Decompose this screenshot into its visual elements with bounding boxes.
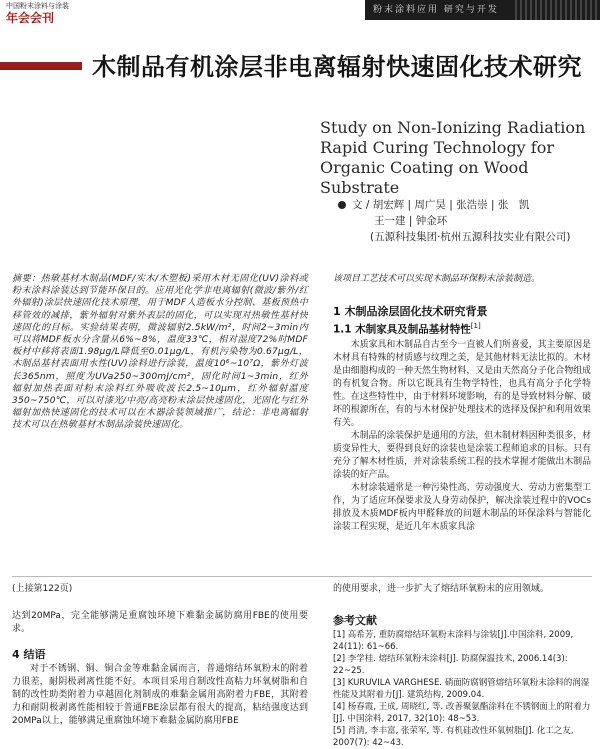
title-row [0,44,600,92]
references-title: 参考文献 [333,614,377,627]
citation-ref: [1] [470,322,481,330]
author-names-1: 文 / 胡宏辉 | 周广昊 | 张浩崇 | 张 凯 [352,199,530,211]
right-column [333,273,591,534]
publication-issue: 年会会刊 [6,11,55,25]
reference-item: [5] 肖清, 李丰富, 张荣军, 等. 有机硅改性环氧树脂[J]. 化工之友, 2007(7): 42~43. [333,726,574,748]
author-names-2: 王一建 | 钟金环 [374,215,448,227]
bottom-left-column [12,583,308,728]
reference-item: [4] 杨春霞, 王成, 周晓红, 等. 改善聚氨酯涂料在不锈钢面上的附着力[J]. 中国涂料, 2017, 32(10): 48~53. [333,702,591,724]
section-1-title: 1 木制品涂层固化技术研究背景 [333,305,488,318]
author-line-1 [338,197,593,213]
publication-tag [6,2,90,25]
abstract-continuation: 该项目工艺技术可以实现木制品环保粉末涂装制造。 [333,274,541,284]
section-divider [12,576,592,577]
author-affiliation: (五源科技集团·杭州五源科技实业有限公司) [370,231,571,243]
body-paragraph: 的使用要求，进一步扩大了熔结环氧粉末的应用领域。 [333,584,550,594]
body-paragraph: 木质家具和木制品自古至今一直被人们所喜爱，其主要原因是木材具有特殊的材质感与纹理之美，是其他材料无法比拟的。木材是由细胞构成的一种天然生物材料，又是由天然高分子化合物组成的有机复合物。所以它既具有生物学特性，也具有高分子化学特性。在这些特性中，由于材料环境影响，有的是导致材料分解、破坏的根源所在，有的与木材保护处理技术的选择及保护和利用效果有关。 [333,339,591,428]
reference-item: [2] 李学桂. 熔结环氧粉末涂料[J]. 防腐保温技术, 2006.14(3): 22~25. [333,654,568,676]
body-paragraph: 木材涂装通常是一种污染性高、劳动强度大、劳动力密集型工作，为了适应环保要求及人身劳动保护，解决涂装过程中的VOCs排放及木质MDF板内甲醛释放的问题木制品的环保涂料与智能化涂装工程实现，是近几年木质家具涂 [333,482,591,532]
reference-item: [1] 高希芳, 重防腐熔结环氧粉末涂料与涂装[J].中国涂料, 2009, 24(11): 61~66. [333,630,574,652]
banner-text: 粉末涂料应用 研究与开发 [373,5,499,15]
section-banner [365,0,600,20]
article-title-english: Study on Non-Ionizing Radiation Rapid Curing Technology for Organic Coating on Wood Substrate [320,118,586,197]
author-block [338,197,593,245]
article-title-chinese: 木制品有机涂层非电离辐射快速固化技术研究 [92,53,582,81]
section-4-title: 4 结语 [12,648,46,661]
abstract: 摘要：热敏基材木制品(MDF/实木/木塑板)采用木材无固化(UV)涂料或粉末涂料涂装达到节能环保目的。应用光化学非电离辐射(微波/紫外/红外辐射)涂层快速固化技术原理，用于MDF人造板水分控制、基板预热中移管效的减排，紫外辐射对紫外表层的固化，可以实现对热敏性基材快速固化的目标。实验结果表明，微波辐射2.5kW/m²，时间2~3min内可以将MDF板水分含量从6%~8%，温度33℃，相对湿度72%时MDF板材中移将表面1.98μg/L降低至0.01μg/L，有机污染物为0.67μg/L，木制品基材表面用水性(UV)涂料进行涂装，温度10⁶~10⁷Ω，紫外灯波长365nm，照度为UVa250~300mJ/cm²，固化时间1~3min，红外辐射加热表面对粉末涂料红外吸收波长2.5~10μm，红外辐射温度350~750℃，可以对漆光/中亮/高亮粉末涂层快速固化，光固化与红外辐射加热快速固化的技术可以在木器涂装领域推广，结论：非电离辐射技术可以在热敏基材木制品涂装快速固化。 [12,274,308,431]
subsection-title-text: 1.1 木制家具及制品基材特性 [333,323,471,336]
body-paragraph: 木制品的涂装保护是通用的方法，但木制材料因种类很多，材质变异性大，要得到良好的涂装也是涂装工程师追求的目标。只有充分了解木材性质，并对涂装系统工程的技术掌握才能做出木制品涂装的好产品。 [333,430,591,480]
publication-name: 中国粉末涂料与涂装 [6,2,69,10]
bullet-icon [338,201,346,209]
body-paragraph: 达到20MPa，完全能够满足重腐蚀环境下难黏金属防腐用FBE的使用要求。 [12,611,308,634]
body-paragraph: 对于不锈钢、铜、铜合金等难黏金属而言，普通熔结环氧粉末的附着力很差，耐阴极剥离性能不好。本项目采用自制改性高粘力环氧树脂和自制的改性助类附着力卓越固化剂制成的难黏金属用高附着力FBE，其附着力和耐阴极剥离性能相较于普通FBE涂层都有很大的提高，粘结强度达到20MPa以上，能够满足重腐蚀环境下难黏金属防腐用FBE [12,664,308,726]
reference-item: [3] KURUVILA VARGHESE. 硝面防腐钢管熔结环氧粉末涂料的润湿性能及其附着力[J]. 建筑结构, 2009.04. [333,678,590,700]
continued-from-label: (上接第122页) [12,584,73,594]
bottom-right-column [333,583,591,749]
subsection-1-1-title [333,319,591,337]
title-accent-bar [0,62,82,70]
